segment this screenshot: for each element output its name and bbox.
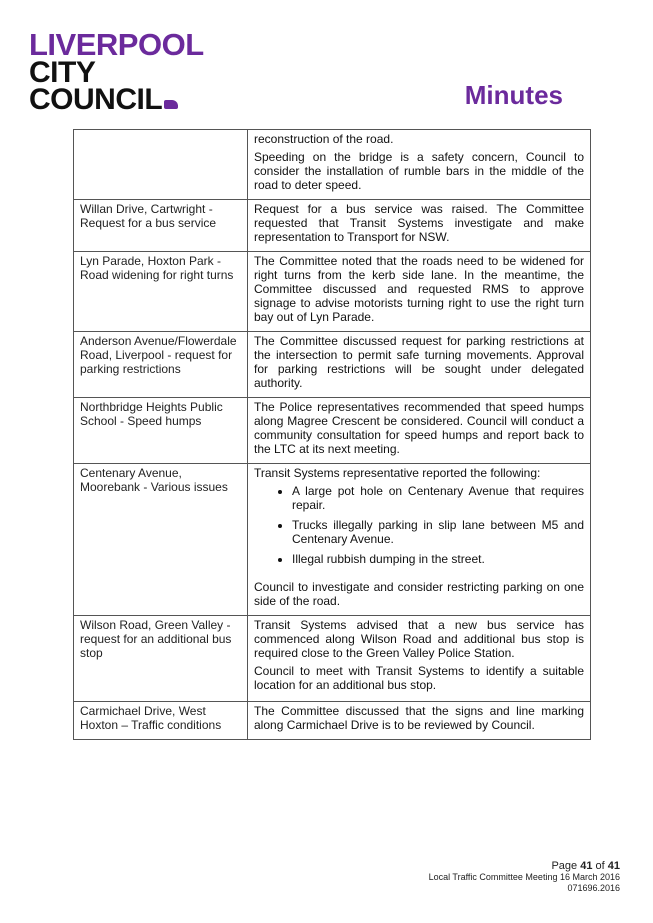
topic-cell: [74, 130, 248, 200]
council-logo: [29, 27, 204, 116]
logo-mark-icon: [164, 100, 178, 109]
detail-paragraph: Speeding on the bridge is a safety concern, Council to consider the installation of rumble bars in the middle of the road to deter speed.: [254, 150, 584, 192]
detail-cell: [248, 616, 591, 702]
detail-paragraph: The Police representatives recommended that speed humps along Magree Crescent be considered. Council will conduct a community consultation for speed humps and report back to the LTC at its next meeting.: [254, 400, 584, 456]
table-row: [74, 332, 591, 398]
detail-cell: [248, 200, 591, 252]
list-item: • Illegal rubbish dumping in the street.: [292, 552, 584, 566]
table-row: [74, 252, 591, 332]
logo-line-2: CITY: [29, 55, 96, 89]
detail-paragraph: Request for a bus service was raised. The Committee requested that Transit Systems investigate and make representation to Transport for NSW.: [254, 202, 584, 244]
detail-paragraph: Council to meet with Transit Systems to identify a suitable location for an additional bus stop.: [254, 664, 584, 692]
detail-paragraph: reconstruction of the road.: [254, 132, 394, 146]
list-item: • Trucks illegally parking in slip lane between M5 and Centenary Avenue.: [292, 518, 584, 546]
detail-paragraph: Transit Systems representative reported the following:: [254, 466, 541, 480]
detail-cell: [248, 702, 591, 740]
document-title: Minutes: [464, 80, 563, 110]
meeting-info: Local Traffic Committee Meeting 16 March 2016: [428, 872, 620, 882]
detail-cell: [248, 464, 591, 616]
list-item: • A large pot hole on Centenary Avenue that requires repair.: [292, 484, 584, 512]
page-number: Page 41 of 41: [551, 860, 620, 872]
detail-paragraph: Transit Systems advised that a new bus service has commenced along Wilson Road and additional bus stop is required close to the Green Valley Police Station.: [254, 618, 584, 660]
issue-list: [254, 484, 584, 566]
logo-line-1: LIVERPOOL: [29, 27, 204, 62]
topic-cell: Willan Drive, Cartwright - Request for a bus service: [74, 200, 248, 252]
table-row: [74, 702, 591, 740]
detail-paragraph: The Committee discussed request for parking restrictions at the intersection to permit safe turning movements. Approval for parking restrictions will be sought under delegated authority.: [254, 334, 584, 390]
minutes-table: [73, 129, 591, 740]
detail-paragraph: The Committee discussed that the signs and line marking along Carmichael Drive is to be reviewed by Council.: [254, 704, 584, 732]
table-row: [74, 616, 591, 702]
topic-cell: Anderson Avenue/Flowerdale Road, Liverpool - request for parking restrictions: [74, 332, 248, 398]
table-row: [74, 464, 591, 616]
topic-cell: Carmichael Drive, West Hoxton – Traffic conditions: [74, 702, 248, 740]
topic-cell: Centenary Avenue, Moorebank - Various issues: [74, 464, 248, 616]
detail-cell: [248, 130, 591, 200]
page-footer: [429, 860, 620, 894]
table-row: [74, 130, 591, 200]
document-reference: 071696.2016: [567, 883, 620, 893]
table-row: [74, 398, 591, 464]
detail-paragraph: The Committee noted that the roads need to be widened for right turns from the kerb side lane. In the meantime, the Committee discussed and requested RMS to approve signage to advise motorists turning right to use the right turn bay out of Lyn Parade.: [254, 254, 584, 324]
detail-paragraph: Council to investigate and consider restricting parking on one side of the road.: [254, 580, 584, 608]
topic-cell: Northbridge Heights Public School - Speed humps: [74, 398, 248, 464]
table-row: [74, 200, 591, 252]
detail-cell: [248, 252, 591, 332]
logo-line-3: COUNCIL: [29, 86, 204, 113]
detail-cell: [248, 332, 591, 398]
topic-cell: Lyn Parade, Hoxton Park - Road widening for right turns: [74, 252, 248, 332]
topic-cell: Wilson Road, Green Valley - request for an additional bus stop: [74, 616, 248, 702]
detail-cell: [248, 398, 591, 464]
